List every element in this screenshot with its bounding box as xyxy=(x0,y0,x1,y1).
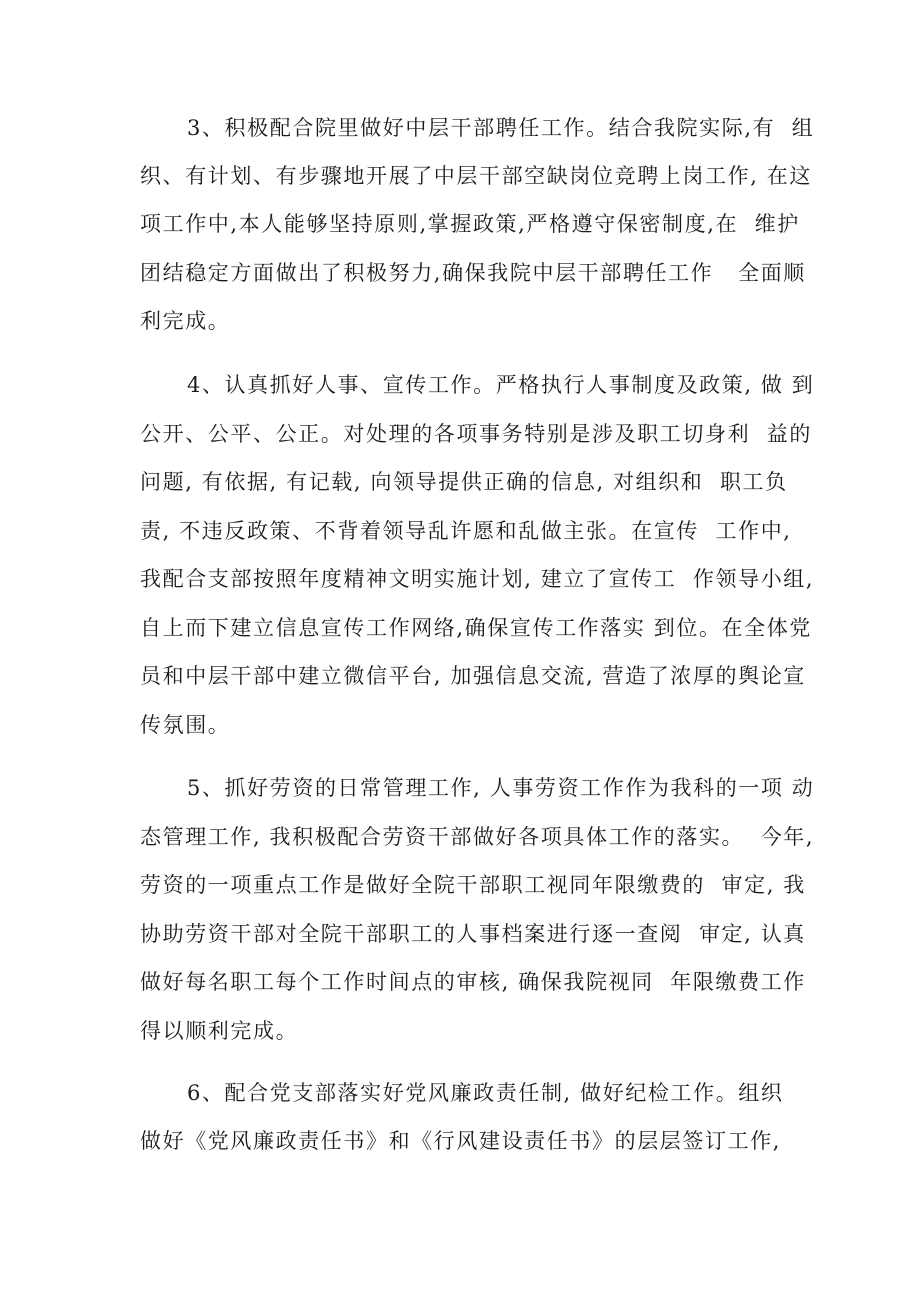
paragraph-line: 团结稳定方面做出了积极努力,确保我院中层干部聘任工作 全面顺 xyxy=(140,261,806,285)
paragraph-line: 做好《党风廉政责任书》和《行风建设责任书》的层层签订工作, xyxy=(140,1129,782,1153)
paragraph-line: 织、有计划、有步骤地开展了中层干部空缺岗位竞聘上岗工作, 在这 xyxy=(140,164,812,188)
paragraph-line: 5、抓好劳资的日常管理工作, 人事劳资工作作为我科的一项 动 xyxy=(187,776,815,800)
paragraph-line: 自上而下建立信息宣传工作网络,确保宣传工作落实 到位。在全体党 xyxy=(140,616,812,640)
paragraph-line: 项工作中,本人能够坚持原则,掌握政策,严格遵守保密制度,在 维护 xyxy=(140,212,800,236)
paragraph-line: 3、积极配合院里做好中层干部聘任工作。结合我院实际,有 组 xyxy=(187,116,815,140)
paragraph-line: 协助劳资干部对全院干部职工的人事档案进行逐一查阅 审定, 认真 xyxy=(140,922,806,946)
paragraph-line: 利完成。 xyxy=(140,309,231,333)
paragraph-line: 责, 不违反政策、不背着领导乱许愿和乱做主张。在宣传 工作中, xyxy=(140,519,792,543)
paragraph-line: 问题, 有依据, 有记载, 向领导提供正确的信息, 对组织和 职工负 xyxy=(140,470,788,494)
paragraph-line: 公开、公平、公正。对处理的各项事务特别是涉及职工切身利 益的 xyxy=(140,422,812,446)
paragraph-line: 劳资的一项重点工作是做好全院干部职工视同年限缴费的 审定, 我 xyxy=(140,873,806,897)
paragraph-line: 员和中层干部中建立微信平台, 加强信息交流, 营造了浓厚的舆论宣 xyxy=(140,664,806,688)
paragraph-line: 6、配合党支部落实好党风廉政责任制, 做好纪检工作。组织 xyxy=(187,1081,784,1105)
paragraph-line: 传氛围。 xyxy=(140,713,231,737)
paragraph-line: 我配合支部按照年度精神文明实施计划, 建立了宣传工 作领导小组, xyxy=(140,567,815,591)
paragraph-line: 4、认真抓好人事、宣传工作。严格执行人事制度及政策, 做 到 xyxy=(187,373,815,397)
paragraph-line: 态管理工作, 我积极配合劳资干部做好各项具体工作的落实。 今年, xyxy=(140,825,815,849)
paragraph-line: 做好每名职工每个工作时间点的审核, 确保我院视同 年限缴费工作 xyxy=(140,970,806,994)
paragraph-line: 得以顺利完成。 xyxy=(140,1019,299,1043)
